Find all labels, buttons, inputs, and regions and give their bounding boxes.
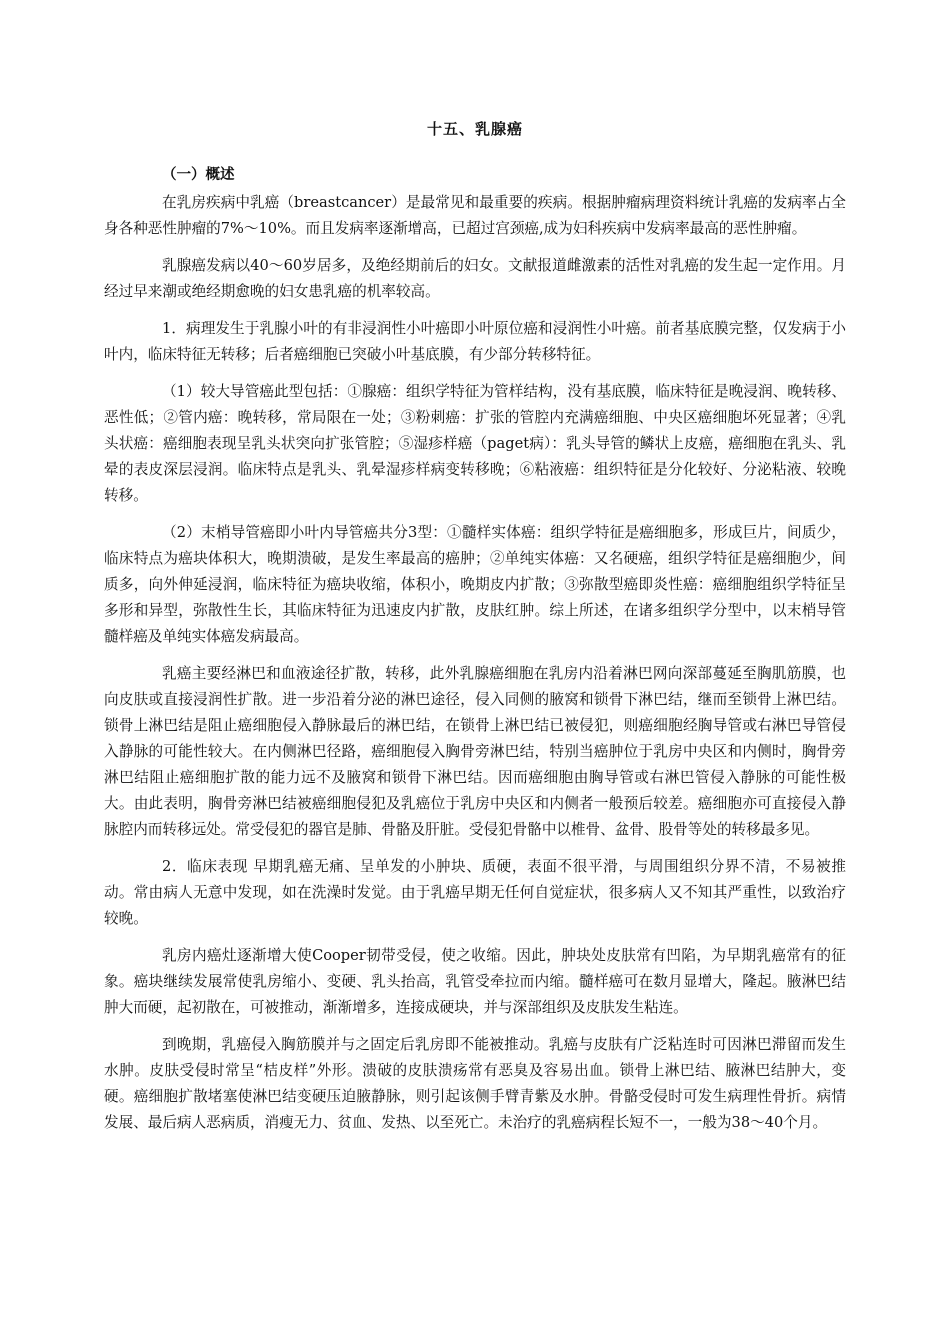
paragraph-pathology: 1．病理发生于乳腺小叶的有非浸润性小叶癌即小叶原位癌和浸润性小叶癌。前者基底膜完整，仅发病于小叶内，临床特征无转移；后者癌细胞已突破小叶基底膜，有少部分转移特征。 — [104, 320, 846, 363]
paragraph-incidence: 在乳房疾病中乳癌（breastcancer）是最常见和最重要的疾病。根据肿瘤病理资料统计乳癌的发病率占全身各种恶性肿瘤的7%～10%。而且发病率逐渐增高，已超过宫颈癌,成为妇科疾病中发病率最高的恶性肿瘤。 — [104, 194, 846, 237]
paragraph-metastasis: 乳癌主要经淋巴和血液途径扩散，转移，此外乳腺癌细胞在乳房内沿着淋巴网向深部蔓延至胸肌筋膜，也向皮肤或直接浸润性扩散。进一步沿着分泌的淋巴途径，侵入同侧的腋窝和锁骨下淋巴结，继而至锁骨上淋巴结。锁骨上淋巴结是阻止癌细胞侵入静脉最后的淋巴结，在锁骨上淋巴结已被侵犯，则癌细胞经胸导管或右淋巴导管侵入静脉的可能性较大。在内侧淋巴径路，癌细胞侵入胸骨旁淋巴结，特别当癌肿位于乳房中央区和内侧时，胸骨旁淋巴结阻止癌细胞扩散的能力远不及腋窝和锁骨下淋巴结。因而癌细胞由胸导管或右淋巴管侵入静脉的可能性极大。由此表明，胸骨旁淋巴结被癌细胞侵犯及乳癌位于乳房中央区和内侧者一般预后较差。癌细胞亦可直接侵入静脉腔内而转移远处。常受侵犯的器官是肺、骨骼及肝脏。受侵犯骨骼中以椎骨、盆骨、股骨等处的转移最多见。 — [104, 665, 846, 838]
paragraph-age-hormones: 乳腺癌发病以40～60岁居多，及绝经期前后的妇女。文献报道雌激素的活性对乳癌的发生起一定作用。月经过早来潮或绝经期愈晚的妇女患乳癌的机率较高。 — [104, 257, 846, 300]
section-heading-overview: （一）概述 — [162, 167, 235, 183]
paragraph-terminal-duct-carcinoma: （2）末梢导管癌即小叶内导管癌共分3型：①髓样实体癌：组织学特征是癌细胞多，形成巨片，间质少，临床特点为癌块体积大，晚期溃破，是发生率最高的癌肿；②单纯实体癌：又名硬癌，组织学特征是癌细胞少，间质多，向外伸延浸润，临床特征为癌块收缩，体积小，晚期皮内扩散；③弥散型癌即炎性癌：癌细胞组织学特征呈多形和异型，弥散性生长，其临床特征为迅速皮内扩散，皮肤红肿。综上所述，在诸多组织学分型中，以末梢导管髓样癌及单纯实体癌发病最高。 — [104, 524, 846, 645]
document-title: 十五、乳腺癌 — [426, 120, 523, 138]
paragraph-large-duct-carcinoma: （1）较大导管癌此型包括：①腺癌：组织学特征为管样结构，没有基底膜，临床特征是晚浸润、晚转移、恶性低；②管内癌：晚转移，常局限在一处；③粉刺癌：扩张的管腔内充满癌细胞、中央区癌细胞坏死显著；④乳头状癌：癌细胞表现呈乳头状突向扩张管腔；⑤湿疹样癌（paget病）：乳头导管的鳞状上皮癌，癌细胞在乳头、乳晕的表皮深层浸润。临床特点是乳头、乳晕湿疹样病变转移晚；⑥粘液癌：组织特征是分化较好、分泌粘液、较晚转移。 — [104, 383, 846, 504]
paragraph-late-stage: 到晚期，乳癌侵入胸筋膜并与之固定后乳房即不能被推动。乳癌与皮肤有广泛粘连时可因淋巴滞留而发生水肿。皮肤受侵时常呈“桔皮样”外形。溃破的皮肤溃疡常有恶臭及容易出血。锁骨上淋巴结、腋淋巴结肿大，变硬。癌细胞扩散堵塞使淋巴结变硬压迫腋静脉，则引起该侧手臂青紫及水肿。骨骼受侵时可发生病理性骨折。病情发展、最后病人恶病质，消瘦无力、贫血、发热、以至死亡。未治疗的乳癌病程长短不一，一般为38～40个月。 — [104, 1036, 846, 1131]
paragraph-clinical-presentation: 2．临床表现 早期乳癌无痛、呈单发的小肿块、质硬，表面不很平滑，与周围组织分界不清，不易被推动。常由病人无意中发现，如在洗澡时发觉。由于乳癌早期无任何自觉症状，很多病人又不知其严重性，以致治疗较晚。 — [104, 858, 846, 927]
paragraph-local-progression: 乳房内癌灶逐渐增大使Cooper韧带受侵，使之收缩。因此，肿块处皮肤常有凹陷，为早期乳癌常有的征象。癌块继续发展常使乳房缩小、变硬、乳头抬高，乳管受牵拉而内缩。髓样癌可在数月显增大，隆起。腋淋巴结肿大而硬，起初散在，可被推动，渐渐增多，连接成硬块，并与深部组织及皮肤发生粘连。 — [104, 947, 846, 1016]
